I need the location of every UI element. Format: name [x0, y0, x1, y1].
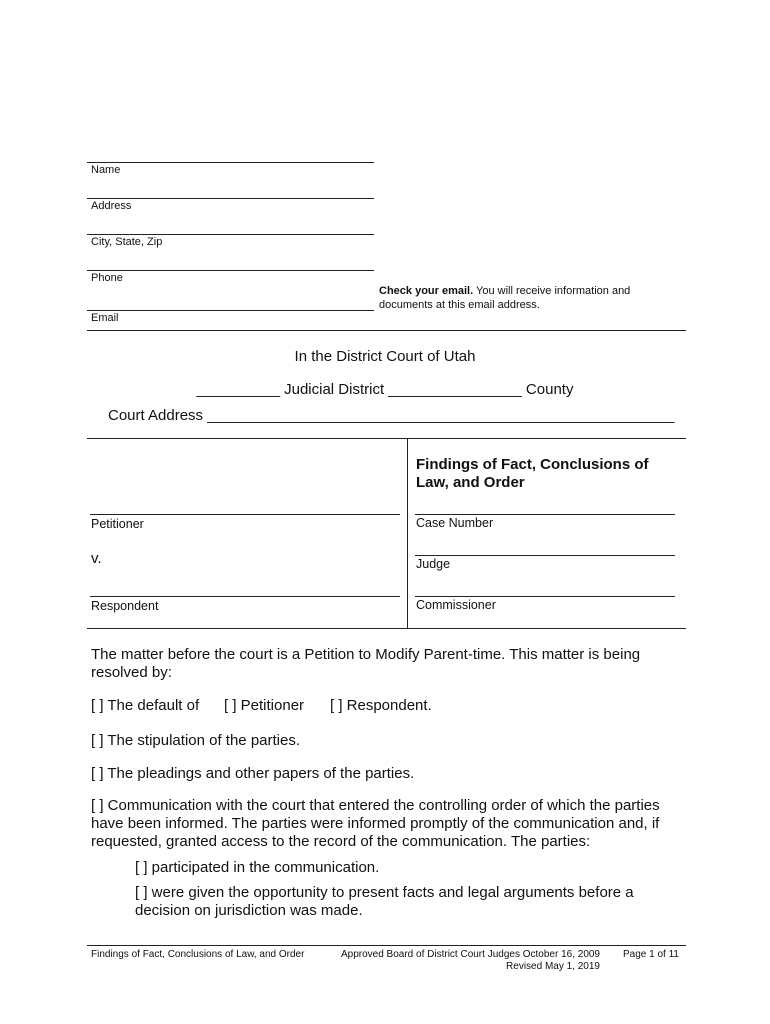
name-line[interactable] — [87, 162, 374, 163]
email-line[interactable] — [87, 310, 374, 311]
versus-label: v. — [91, 550, 102, 567]
case-number-line[interactable] — [415, 514, 675, 515]
communication-line-1: [ ] Communication with the court that entered the controlling order of which the parties — [91, 797, 660, 814]
email-note-bold: Check your email. — [379, 285, 474, 297]
document-title — [416, 456, 649, 492]
petitioner-checkbox[interactable]: [ ] Petitioner — [224, 697, 305, 714]
opportunity-line-1: [ ] were given the opportunity to present facts and legal arguments before a — [135, 884, 634, 901]
footer-approval-line1: Approved Board of District Court Judges October 16, 2009 — [340, 949, 600, 960]
pleadings-checkbox[interactable]: [ ] The pleadings and other papers of the parties. — [91, 765, 415, 782]
respondent-label: Respondent — [91, 599, 159, 613]
intro-line-2: resolved by: — [91, 664, 172, 681]
judge-line[interactable] — [415, 555, 675, 556]
caption-bottom-line — [87, 628, 686, 629]
footer-approval — [320, 949, 600, 973]
district-line[interactable]: __________ Judicial District ________________ County — [196, 381, 574, 398]
address-line[interactable] — [87, 198, 374, 199]
default-of-checkbox[interactable]: [ ] The default of — [91, 697, 200, 714]
header-divider — [87, 330, 686, 331]
name-label: Name — [91, 164, 121, 176]
opportunity-checkbox[interactable] — [135, 884, 634, 920]
footer-divider — [87, 945, 686, 946]
city-label: City, State, Zip — [91, 236, 163, 248]
communication-checkbox[interactable] — [91, 797, 660, 851]
page-number: Page 1 of 11 — [623, 949, 679, 960]
petitioner-line[interactable] — [90, 514, 400, 515]
caption-divider — [407, 438, 408, 628]
email-note-line1: You will receive information and — [473, 285, 631, 297]
respondent-checkbox[interactable]: [ ] Respondent. — [330, 697, 432, 714]
address-label: Address — [91, 200, 132, 212]
respondent-line[interactable] — [90, 596, 400, 597]
phone-label: Phone — [91, 272, 123, 284]
communication-line-3: requested, granted access to the record of the communication. The parties: — [91, 833, 591, 850]
judge-label: Judge — [416, 557, 451, 571]
city-line[interactable] — [87, 234, 374, 235]
petitioner-label: Petitioner — [91, 517, 144, 531]
intro-line-1: The matter before the court is a Petition to Modify Parent-time. This matter is being — [91, 646, 641, 663]
commissioner-line[interactable] — [415, 596, 675, 597]
footer-approval-line2: Revised May 1, 2019 — [506, 961, 600, 972]
phone-line[interactable] — [87, 270, 374, 271]
case-number-label: Case Number — [416, 516, 494, 530]
email-note-line2: documents at this email address. — [379, 299, 540, 311]
opportunity-line-2: decision on jurisdiction was made. — [135, 902, 363, 919]
email-label: Email — [91, 312, 119, 324]
court-title: In the District Court of Utah — [294, 348, 476, 365]
commissioner-label: Commissioner — [416, 598, 496, 612]
stipulation-checkbox[interactable]: [ ] The stipulation of the parties. — [91, 732, 301, 749]
document-title-line1: Findings of Fact, Conclusions of — [416, 456, 649, 473]
participated-checkbox[interactable]: [ ] participated in the communication. — [135, 859, 380, 876]
caption-top-line — [87, 438, 686, 439]
court-address-line[interactable]: Court Address ________________________________________________________ — [108, 407, 675, 424]
footer-title: Findings of Fact, Conclusions of Law, and Order — [91, 949, 305, 960]
communication-line-2: have been informed. The parties were informed promptly of the communication and, if — [91, 815, 660, 832]
email-note — [379, 284, 630, 312]
document-title-line2: Law, and Order — [416, 474, 525, 491]
